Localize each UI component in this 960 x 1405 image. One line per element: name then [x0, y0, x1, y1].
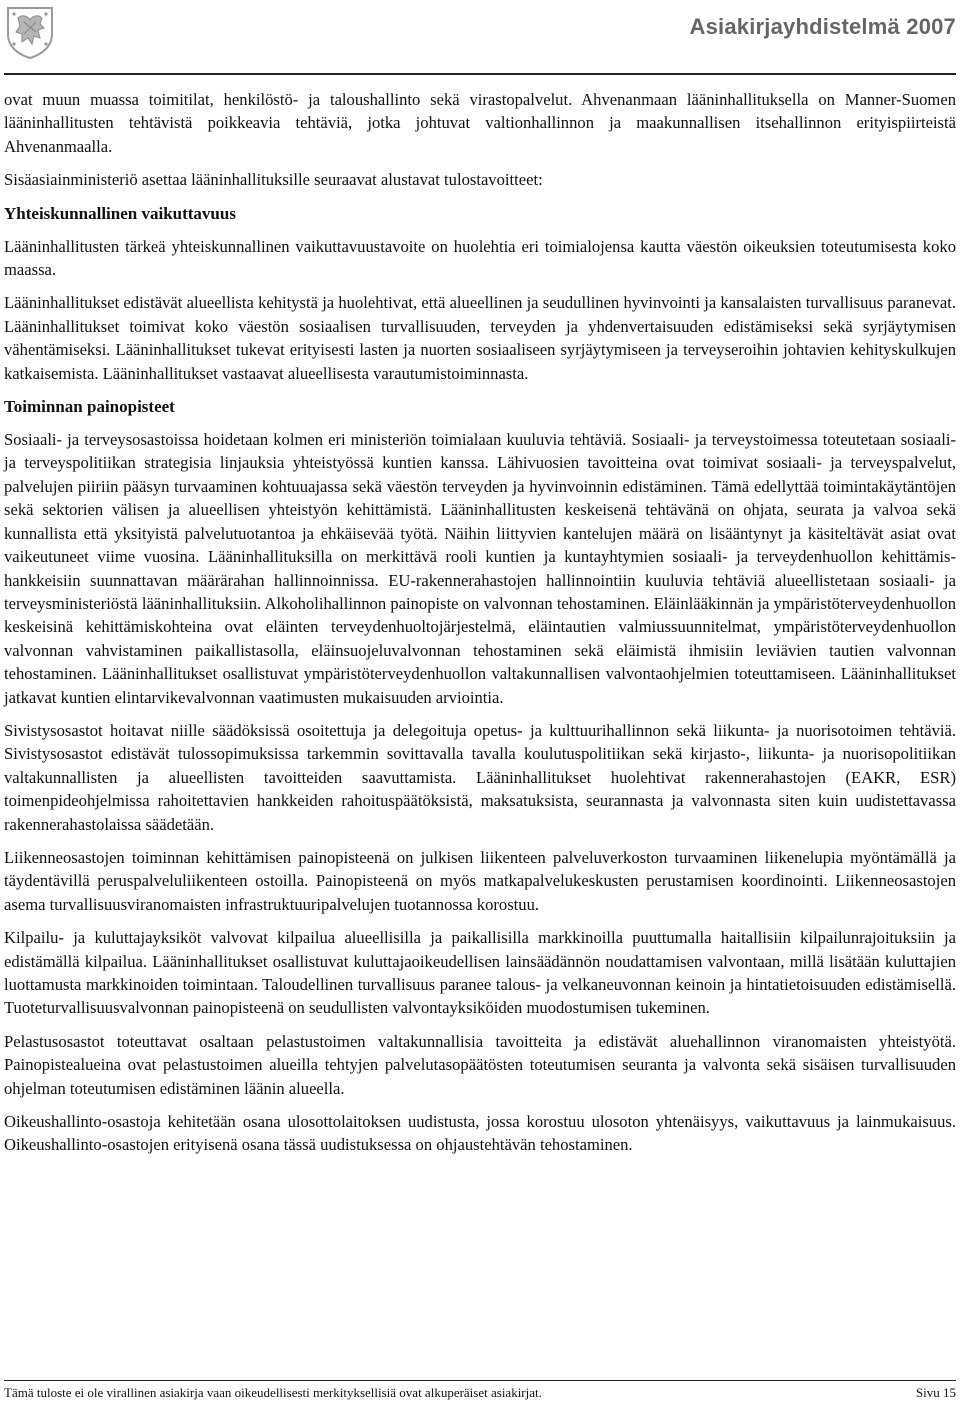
document-title: Asiakirjayhdistelmä 2007 [689, 14, 956, 39]
paragraph: Sivistysosastot hoitavat niille säädöksissä osoitettuja ja delegoituja opetus- ja kulttuurihallinnon sekä liikunta- ja nuorisotoimen tehtäviä. Sivistysosastot edistävät tulossopimuksissa tarkemmin sovittavalla tavalla koulutuspolitiikan sekä kirjasto-, liikunta- ja nuorisopolitiikan valtakunnallisten ja alueellisten tavoitteiden saavuttamista. Lääninhallitukset huolehtivat rakennerahastojen (EAKR, ESR) toimenpideohjelmissa rahoitettavien hankkeiden rahoituspäätöksistä, maksatuksista, seurannasta ja valvonnasta siten kuin uudistettavassa rakennerahastolaissa säädetään. [4, 720, 956, 834]
header-divider [4, 73, 956, 75]
paragraph: Pelastusosastot toteuttavat osaltaan pelastustoimen valtakunnallisia tavoitteita ja edistävät aluehallinnon viranomaisten yhteistyötä. Painopistealueina ovat pelastustoimen alueilla tehtyjen palvelutasopäätösten toteutumisen seuranta ja valvonta sekä sisäisen turvallisuuden ohjelman toteutumisen edistäminen läänin alueella. [4, 1031, 956, 1098]
paragraph: Lääninhallitusten tärkeä yhteiskunnallinen vaikuttavuustavoite on huolehtia eri toimialojensa kautta väestön oikeuksien toteutumisesta koko maassa. [4, 236, 956, 280]
document-body [4, 88, 956, 1167]
paragraph: Sisäasiainministeriö asettaa lääninhallituksille seuraavat alustavat tulostavoitteet: [4, 170, 543, 190]
page-header [4, 4, 956, 70]
page-footer [4, 1385, 956, 1403]
section-heading: Yhteiskunnallinen vaikuttavuus [4, 203, 236, 223]
page-number: Sivu 15 [915, 1385, 956, 1400]
paragraph: Kilpailu- ja kuluttajayksiköt valvovat kilpailua alueellisilla ja paikallisilla markkinoilla puuttumalla haitallisiin kilpailunrajoituksiin ja edistämällä kilpailua. Lääninhallitukset osallistuvat kuluttajaoikeudellisen lainsäädännön noudattamisen valvontaan, millä lisätään kuluttajien luottamusta markkinoiden toimintaan. Taloudellinen turvallisuus paranee talous- ja velkaneuvonnan keinoin ja hintatietoisuuden edistämisellä. Tuoteturvallisuusvalvonnan painopisteenä on seudullisten valvontayksiköiden muodostumisen tukeminen. [4, 928, 956, 1018]
paragraph: Oikeushallinto-osastoja kehitetään osana ulosottolaitoksen uudistusta, jossa korostuu ulosoton yhtenäisyys, vaikuttavuus ja lainmukaisuus. Oikeushallinto-osastojen erityisenä osana tässä uudistuksessa on ohjaustehtävän tehostaminen. [4, 1112, 956, 1155]
footer-divider [4, 1380, 956, 1381]
footer-disclaimer: Tämä tuloste ei ole virallinen asiakirja vaan oikeudellisesti merkityksellisiä ovat alkuperäiset asiakirjat. [4, 1385, 542, 1400]
coat-of-arms-icon [4, 4, 56, 60]
paragraph: Sosiaali- ja terveysosastoissa hoidetaan kolmen eri ministeriön toimialaan kuuluvia tehtäviä. Sosiaali- ja terveystoimessa toteutetaan sosiaali- ja terveyspolitiikan strategisia linjauksia yhteistyössä kuntien kanssa. Lähivuosien tavoitteina ovat toimivat sosiaali- ja terveyspalvelut, palvelujen piiriin pääsyn turvaaminen kohtuuajassa sekä väestön terveyden ja hyvinvoinnin edistäminen. Tämä edellyttää toimintakäytäntöjen sekä sektorien välisen ja alueellisen yhteistyön kehittämistä. Lääninhallitusten keskeisenä tehtävänä on ohjata, seurata ja valvoa sekä kunnallista että yksityistä palvelutuotantoa ja ehkäisevää työtä. Näihin liittyvien kantelujen määrä on lisääntynyt ja käsiteltävät asiat ovat vaikeutuneet viime vuosina. Lääninhallituksilla on merkittävä rooli kuntien ja kuntayhtymien sosiaali- ja terveydenhuollon kehittämishankkeisiin suunnattavan määrärahan hallinnoinnissa. EU-rakennerahastojen hallinnointiin kuuluvia tehtäviä alueellistetaan sosiaali- ja terveysministeriöstä lääninhallituksiin. Alkoholihallinnon painopiste on valvonnan tehostaminen. Eläinlääkinnän ja ympäristöterveydenhuollon keskeisinä kehittämiskohteina ovat eläinten terveydenhuoltojärjestelmä, eläintautien valmiussuunnitelmat, ympäristöterveydenhuollon valvonnan vahvistaminen paikallistasolla, eläinsuojeluvalvonnan tehostaminen sekä eläimistä ihmisiin leviävien tautien valvonnan tehostaminen. Lääninhallitukset osallistuvat ympäristöterveydenhuollon valtakunnallisen valvontaohjelmien toteuttamiseen. Lääninhallitukset jatkavat kuntien elintarvikevalvonnan vaatimusten mukaisuuden arviointia. [4, 430, 956, 707]
paragraph: ovat muun muassa toimitilat, henkilöstö- ja taloushallinto sekä virastopalvelut. Ahvenanmaan lääninhallituksella on Manner-Suomen lääninhallitusten tehtävistä poikkeavia tehtäviä, jotka johtuvat valtionhallinnon ja maakunnallisen itsehallinnon erityispiirteistä Ahvenanmaalla. [4, 90, 956, 156]
paragraph: Liikenneosastojen toiminnan kehittämisen painopisteenä on julkisen liikenteen palveluverkoston turvaaminen liikenelupia myöntämällä ja täydentävillä peruspalveluliikenteen ostoilla. Painopisteenä on myös matkapalvelukeskusten perustamisen koordinointi. Liikenneosastojen asema turvallisuusviranomaisten infrastruktuuripalvelujen tuotannossa korostuu. [4, 847, 956, 914]
section-heading: Toiminnan painopisteet [4, 397, 175, 417]
paragraph: Lääninhallitukset edistävät alueellista kehitystä ja huolehtivat, että alueellinen ja seudullinen hyvinvointi ja kansalaisten turvallisuus paranevat. Lääninhallitukset toimivat koko väestön sosiaalisen turvallisuuden, terveyden ja yhdenvertaisuuden edistämiseksi sekä syrjäytymisen vähentämiseksi. Lääninhallitukset tukevat erityisesti lasten ja nuorten sosiaaliseen syrjäytymiseen ja terveyseroihin johtavien kehityskulkujen katkaisemista. Lääninhallitukset vastaavat alueellisesta varautumistoiminnasta. [4, 293, 956, 383]
